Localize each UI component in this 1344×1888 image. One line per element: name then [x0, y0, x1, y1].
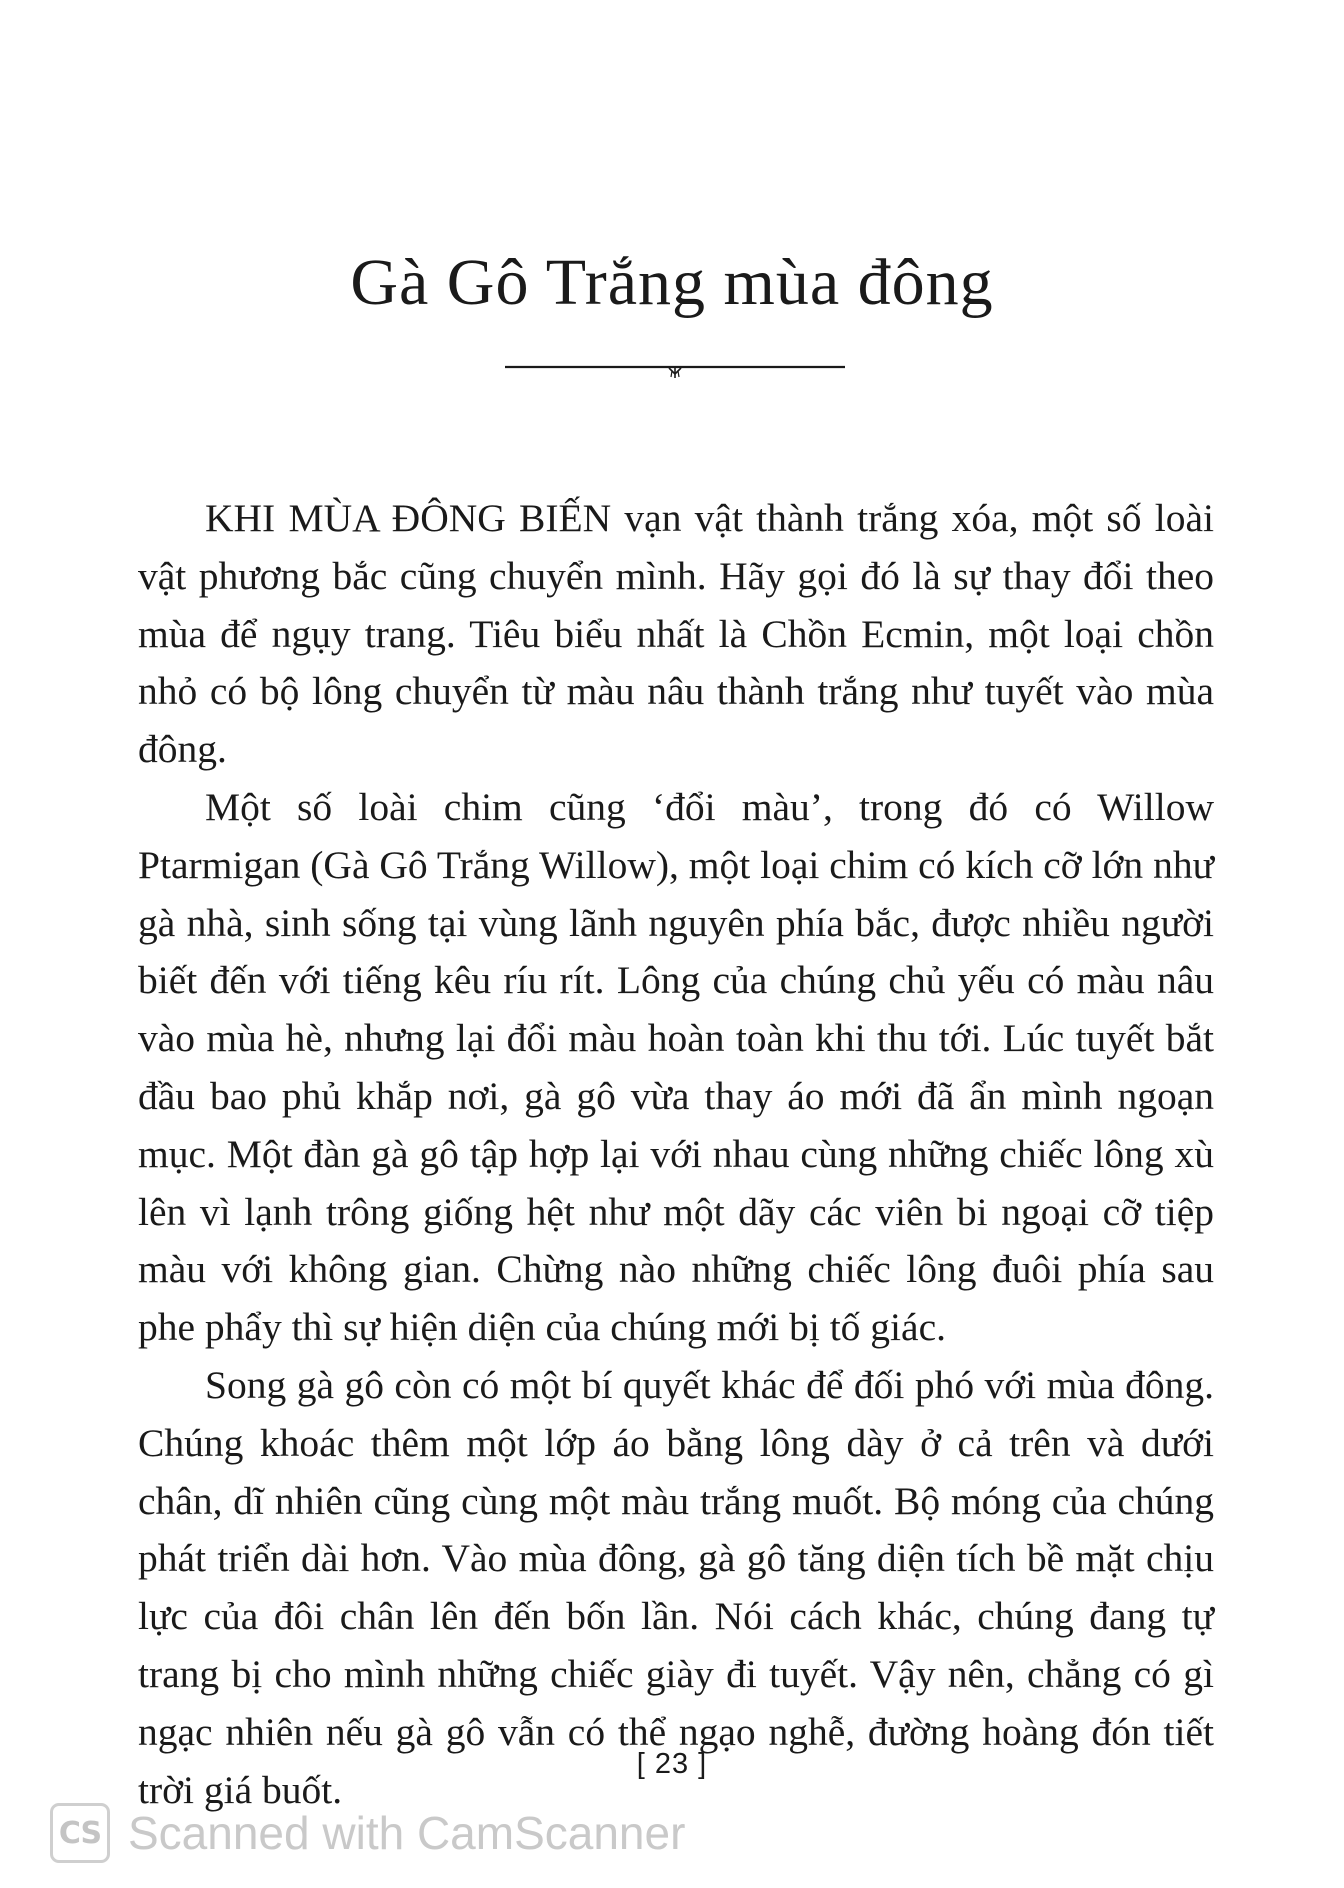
page-title: Gà Gô Trắng mùa đông: [350, 246, 994, 319]
body-text: [138, 490, 1214, 1819]
title-divider-ornament-icon: [505, 362, 845, 382]
paragraph-1: KHI MÙA ĐÔNG BIẾN vạn vật thành trắng xóa, một số loài vật phương bắc cũng chuyển mình. Hãy gọi đó là sự thay đổi theo mùa để ngụy trang. Tiêu biểu nhất là Chồn Ecmin, một loại chồn nhỏ có bộ lông chuyển từ màu nâu thành trắng như tuyết vào mùa đông.: [138, 496, 1214, 772]
page-number: [ 23 ]: [636, 1748, 708, 1780]
paragraph-3: Song gà gô còn có một bí quyết khác để đối phó với mùa đông. Chúng khoác thêm một lớp áo bằng lông dày ở cả trên và dưới chân, dĩ nhiên cũng cùng một màu trắng muốt. Bộ móng của chúng phát triển dài hơn. Vào mùa đông, gà gô tăng diện tích bề mặt chịu lực của đôi chân lên đến bốn lần. Nói cách khác, chúng đang tự trang bị cho mình những chiếc giày đi tuyết. Vậy nên, chẳng có gì ngạc nhiên nếu gà gô vẫn có thể ngạo nghễ, đường hoàng đón tiết trời giá buốt.: [138, 1362, 1214, 1812]
paragraph-2: Một số loài chim cũng ‘đổi màu’, trong đó có Willow Ptarmigan (Gà Gô Trắng Willow), một loại chim có kích cỡ lớn như gà nhà, sinh sống tại vùng lãnh nguyên phía bắc, được nhiều người biết đến với tiếng kêu ríu rít. Lông của chúng chủ yếu có màu nâu vào mùa hè, nhưng lại đổi màu hoàn toàn khi thu tới. Lúc tuyết bắt đầu bao phủ khắp nơi, gà gô vừa thay áo mới đã ẩn mình ngoạn mục. Một đàn gà gô tập hợp lại với nhau cùng những chiếc lông xù lên vì lạnh trông giống hệt như một dãy các viên bi ngoại cỡ tiệp màu với không gian. Chừng nào những chiếc lông đuôi phía sau phe phẩy thì sự hiện diện của chúng mới bị tố giác.: [138, 784, 1214, 1350]
watermark-text: Scanned with CamScanner: [128, 1807, 686, 1859]
camscanner-watermark: [50, 1800, 685, 1866]
camscanner-logo-icon: CS: [50, 1803, 110, 1863]
